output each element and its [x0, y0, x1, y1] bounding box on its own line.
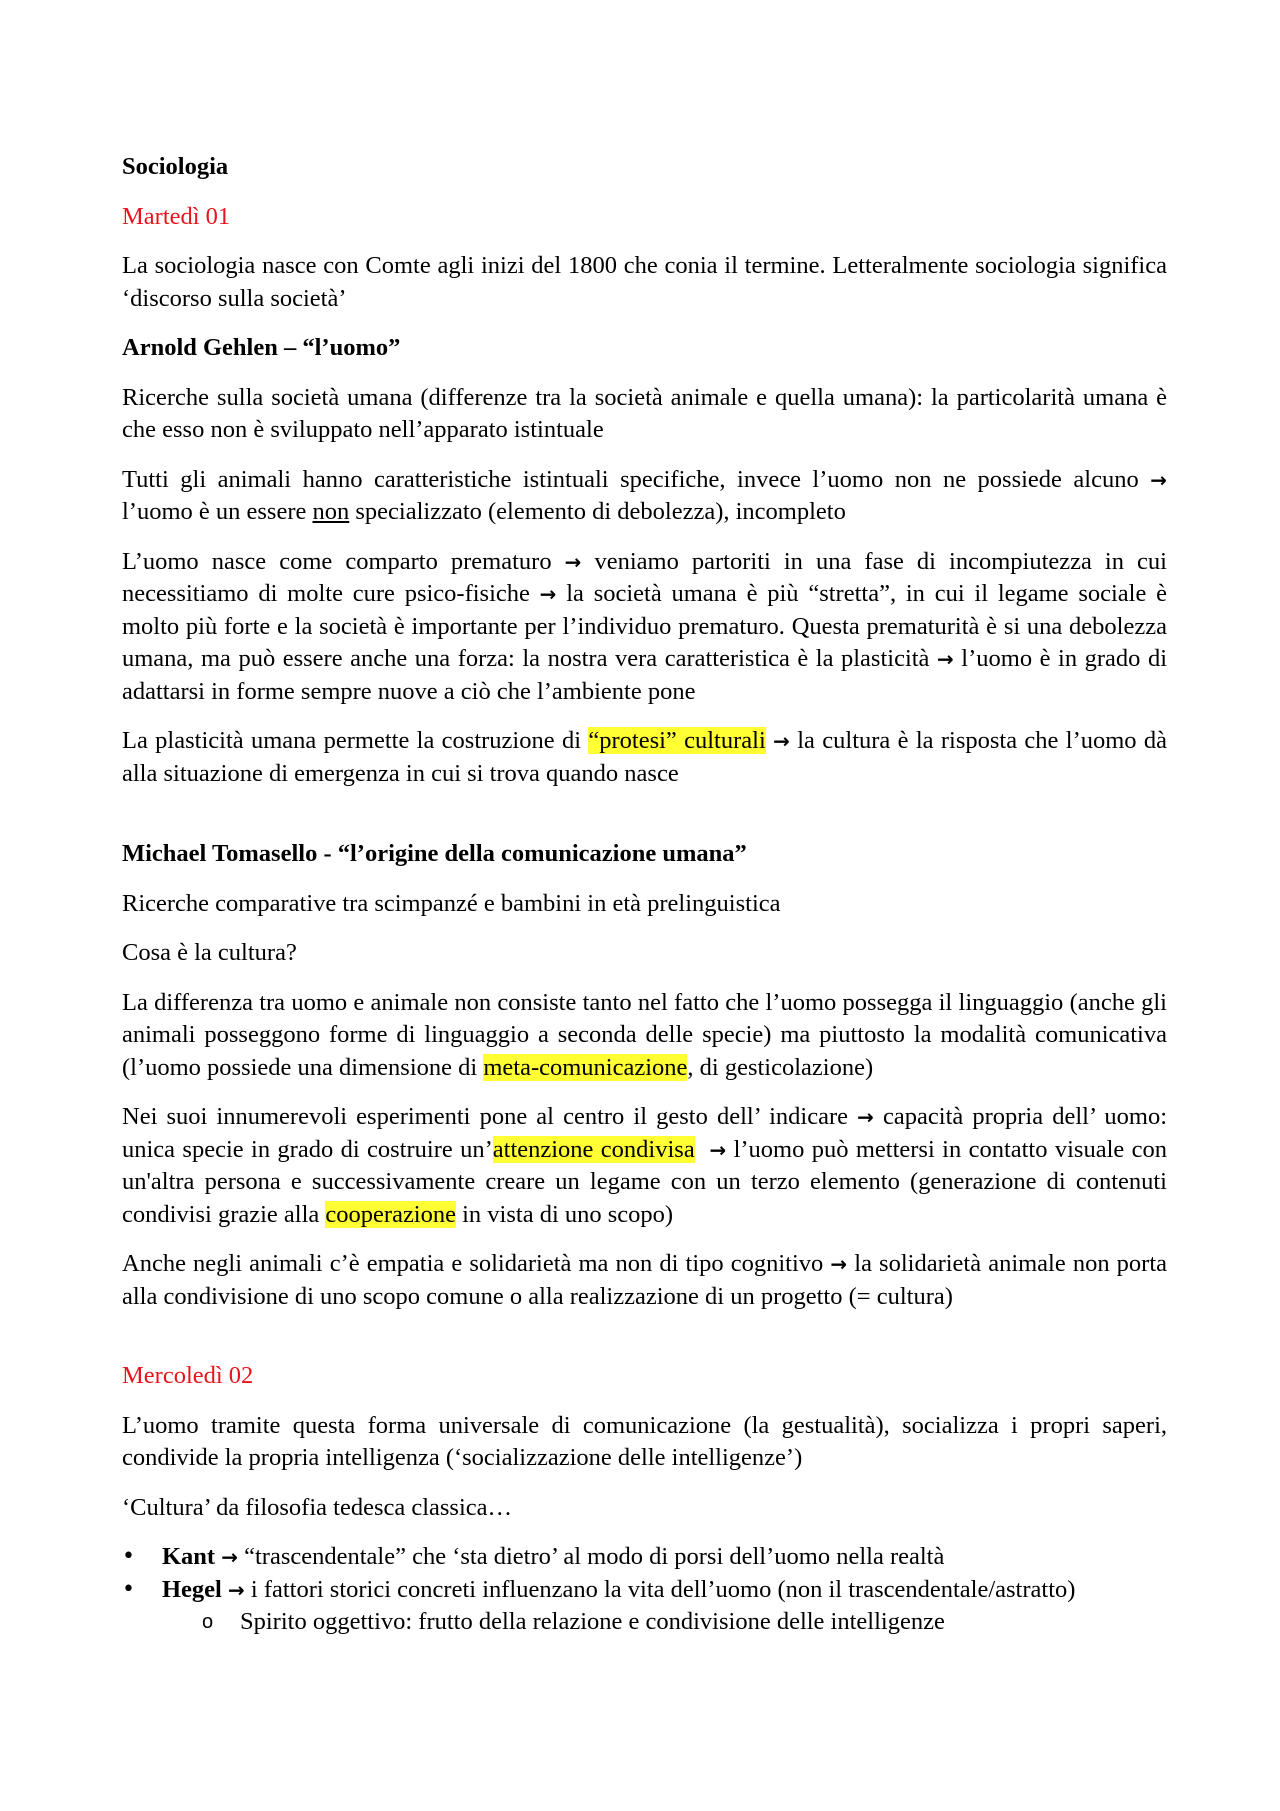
arrow-icon: →: [228, 1577, 245, 1602]
text-run: , di gesticolazione): [687, 1053, 874, 1081]
arrow-icon: →: [773, 729, 790, 753]
tomasello-paragraph-4: [122, 1101, 1167, 1231]
tomasello-paragraph-2: Cosa è la cultura?: [122, 939, 297, 966]
list-item: [122, 1541, 1167, 1574]
gehlen-paragraph-3: [122, 546, 1167, 709]
text-run: la solidarietà animale non porta alla condivisione di uno scopo comune o alla realizzazione di un progetto (= cultura): [122, 1250, 1168, 1310]
arrow-icon: →: [221, 1545, 238, 1569]
tomasello-paragraph-3: [122, 987, 1167, 1085]
text-run: L’uomo nasce come comparto prematuro: [122, 547, 552, 575]
sub-list-item: [122, 1606, 1167, 1639]
document-body: [122, 151, 1167, 1639]
arrow-icon: →: [539, 582, 557, 606]
highlight-cooperazione: cooperazione: [325, 1200, 456, 1228]
date-heading-mercoledi: Mercoledì 02: [122, 1362, 254, 1389]
text-run: La plasticità umana permette la costruzione di: [122, 727, 582, 754]
highlight-meta-comunicazione: meta-comunicazione: [483, 1053, 688, 1081]
text-run: capacità propria dell’ uomo: unica specie in grado di costruire un’: [122, 1103, 1168, 1163]
arrow-icon: →: [830, 1252, 848, 1276]
bullet-text: “trascendentale” che ‘sta dietro’ al modo di porsi dell’uomo nella realtà: [244, 1543, 945, 1570]
bullet-name: Hegel: [162, 1575, 222, 1603]
arrow-icon: →: [857, 1105, 874, 1129]
spacer: [122, 1330, 1167, 1360]
section-heading-gehlen: Arnold Gehlen – “l’uomo”: [122, 334, 401, 361]
tomasello-paragraph-5: [122, 1248, 1167, 1313]
highlight-protesi-culturali: “protesi” culturali: [588, 727, 766, 754]
text-run: l’uomo è in grado di adattarsi in forme sempre nuove a ciò che l’ambiente pone: [122, 645, 1167, 705]
spacer: [122, 807, 1167, 838]
highlight-attenzione-condivisa: attenzione condivisa: [492, 1135, 695, 1163]
mercoledi-paragraph-2: ‘Cultura’ da filosofia tedesca classica…: [122, 1493, 513, 1521]
text-run: Tutti gli animali hanno caratteristiche istintuali specifiche, invece l’uomo non ne possiede alcuno: [122, 465, 1139, 493]
text-run: Anche negli animali c’è empatia e solidarietà ma non di tipo cognitivo: [122, 1250, 824, 1277]
sub-bullet-list: [122, 1606, 1167, 1639]
arrow-icon: →: [1150, 467, 1167, 492]
arrow-icon: →: [564, 549, 582, 574]
underlined-word: non: [312, 498, 350, 525]
bullet-list: [122, 1541, 1167, 1606]
sub-bullet-marker: o: [202, 1611, 214, 1633]
list-item: [122, 1574, 1167, 1607]
intro-paragraph: La sociologia nasce con Comte agli inizi del 1800 che conia il termine. Letteralmente sociologia significa ‘discorso sulla società’: [122, 252, 1167, 312]
gehlen-paragraph-1: Ricerche sulla società umana (differenze tra la società animale e quella umana): la particolarità umana è che esso non è sviluppato nell’apparato istintuale: [122, 383, 1167, 443]
gehlen-paragraph-2: [122, 464, 1167, 529]
gehlen-paragraph-4: [122, 725, 1167, 790]
bullet-text: i fattori storici concreti influenzano la vita dell’uomo (non il trascendentale/astratto): [250, 1575, 1076, 1603]
text-run: la cultura è la risposta che l’uomo dà alla situazione di emergenza in cui si trova quando nasce: [122, 727, 1167, 787]
text-run: l’uomo è un essere: [122, 498, 307, 525]
date-heading-martedi: Martedì 01: [122, 202, 231, 230]
text-run: La differenza tra uomo e animale non consiste tanto nel fatto che l’uomo possegga il linguaggio (anche gli animali posseggono forme di linguaggio a seconda delle specie) ma piuttosto la modalità comunicativa (l’uomo possiede una dimensione di: [122, 988, 1167, 1081]
text-run: l’uomo può mettersi in contatto visuale con un'altra persona e successivamente creare un legame con un terzo elemento (generazione di contenuti condivisi grazie alla: [122, 1135, 1167, 1228]
arrow-icon: →: [936, 647, 954, 671]
text-run: in vista di uno scopo): [462, 1200, 674, 1228]
document-title: Sociologia: [122, 153, 229, 180]
sub-bullet-text: Spirito oggettivo: frutto della relazione e condivisione delle intelligenze: [240, 1608, 945, 1635]
text-run: Nei suoi innumerevoli esperimenti pone al centro il gesto dell’ indicare: [122, 1103, 849, 1130]
text-run: specializzato (elemento di debolezza), incompleto: [355, 498, 846, 525]
bullet-name: Kant: [162, 1543, 216, 1570]
text-run: veniamo partoriti in una fase di incompiutezza in cui necessitiamo di molte cure psico-fisiche: [122, 547, 1167, 607]
arrow-icon: →: [709, 1137, 727, 1162]
text-run: la società umana è più “stretta”, in cui il legame sociale è molto più forte e la società è importante per l’individuo prematuro. Questa prematurità è si una debolezza umana, ma può essere anche una forza: la nostra vera caratteristica è la plasticità: [122, 580, 1168, 672]
tomasello-paragraph-1: Ricerche comparative tra scimpanzé e bambini in età prelinguistica: [122, 889, 781, 917]
mercoledi-paragraph-1: L’uomo tramite questa forma universale di comunicazione (la gestualità), socializza i propri saperi, condivide la propria intelligenza (‘socializzazione delle intelligenze’): [122, 1411, 1167, 1471]
section-heading-tomasello: Michael Tomasello - “l’origine della comunicazione umana”: [122, 840, 747, 867]
